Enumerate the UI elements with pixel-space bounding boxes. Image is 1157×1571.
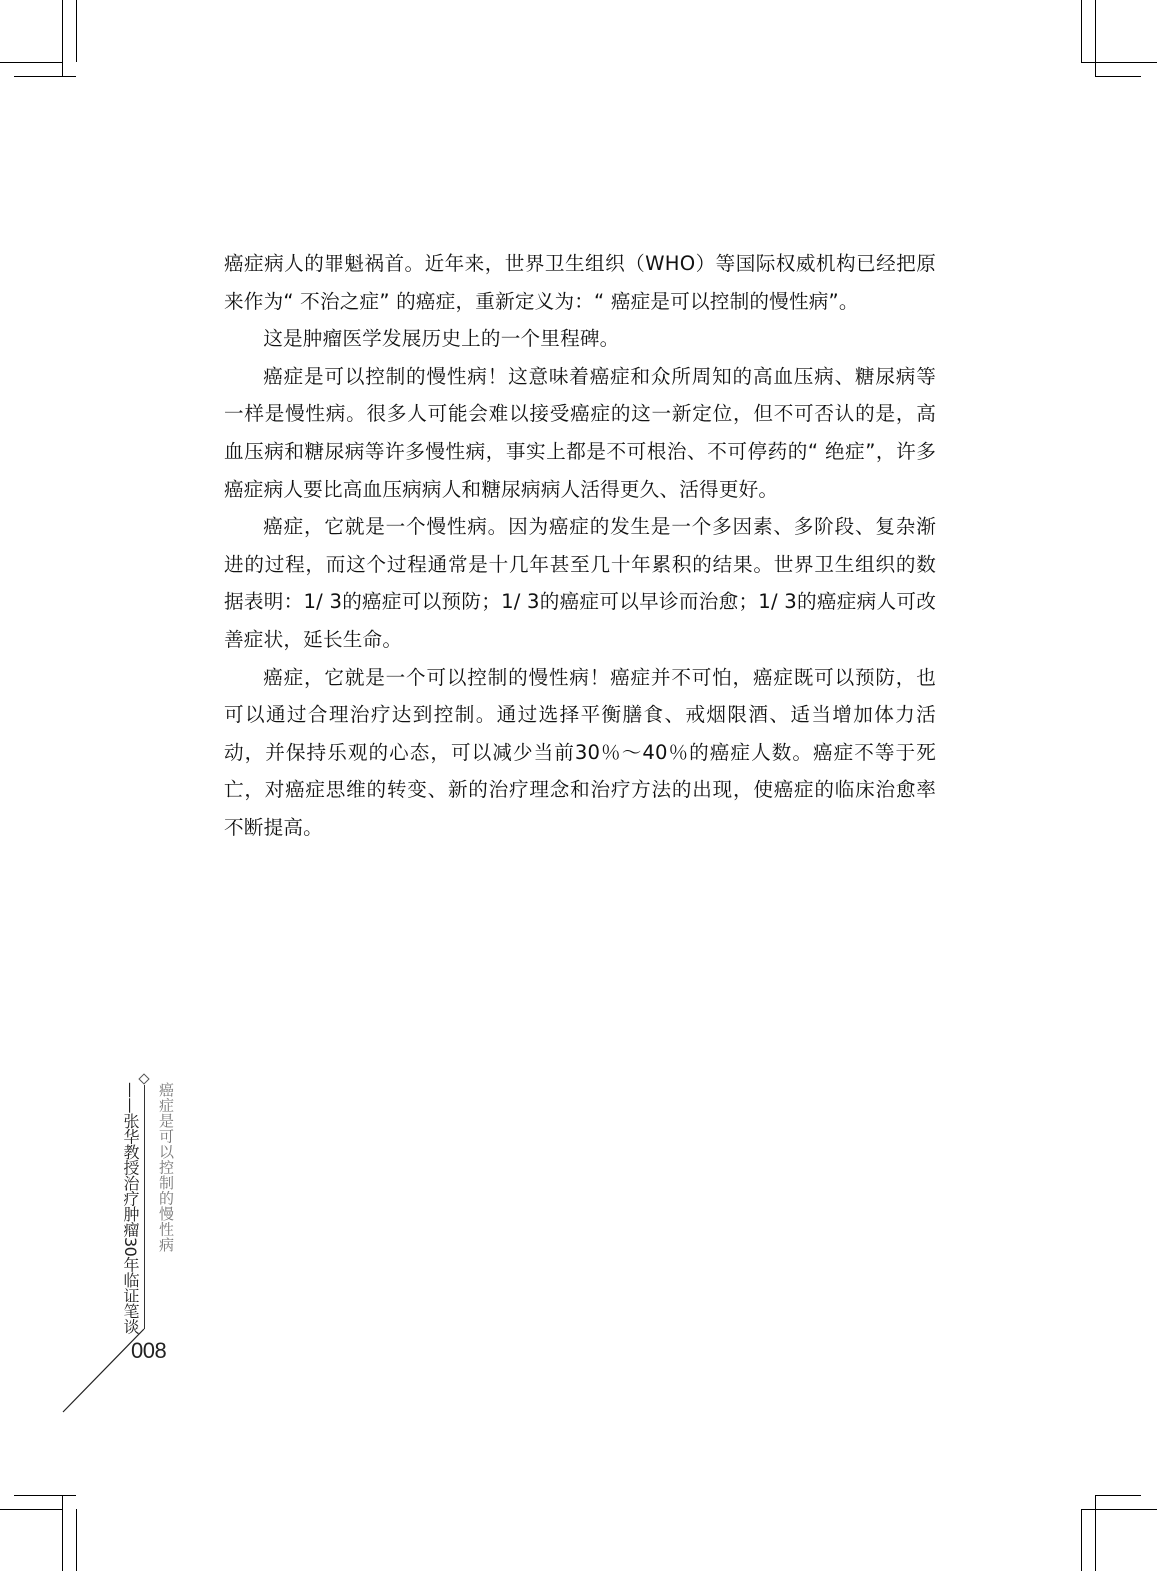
crop-mark xyxy=(1095,76,1141,77)
crop-mark xyxy=(1095,0,1096,76)
crop-mark xyxy=(1095,1495,1141,1496)
paragraph: 这是肿瘤医学发展历史上的一个里程碑。 xyxy=(263,327,620,351)
crop-mark xyxy=(76,0,77,62)
paragraph: 癌症，它就是一个慢性病。因为癌症的发生是一个多因素、多阶段、复杂渐进的过程，而这个过程通常是十几年甚至几十年累积的结果。世界卫生组织的数据表明：1/ 3的癌症可以预防；1/ 3的癌症可以早诊而治愈；1/ 3的癌症病人可改善症状，延长生命。 xyxy=(224,515,936,651)
crop-mark xyxy=(62,0,63,76)
paragraph: 癌症病人的罪魁祸首。近年来，世界卫生组织（WHO）等国际权威机构已经把原来作为“ 不治之症” 的癌症，重新定义为：“ 癌症是可以控制的慢性病”。 xyxy=(224,252,936,313)
body-text xyxy=(224,245,936,847)
crop-mark xyxy=(1081,62,1157,63)
running-book-title: ——张华教授治疗肿瘤30年临证笔谈 xyxy=(121,1082,140,1334)
crop-mark xyxy=(0,1509,62,1510)
running-chapter-title: 癌症是可以控制的慢性病 xyxy=(157,1082,175,1253)
crop-mark xyxy=(1081,1509,1082,1571)
divider xyxy=(144,1085,145,1329)
crop-mark xyxy=(14,76,76,77)
crop-mark xyxy=(1081,0,1082,62)
crop-mark xyxy=(1095,1495,1096,1571)
crop-mark xyxy=(1081,1509,1157,1510)
crop-mark xyxy=(62,1495,63,1571)
crop-mark xyxy=(0,62,62,63)
decorative-diagonal-line xyxy=(62,1328,146,1413)
page-number: 008 xyxy=(131,1338,167,1363)
crop-mark xyxy=(14,1495,76,1496)
paragraph: 癌症，它就是一个可以控制的慢性病！癌症并不可怕，癌症既可以预防，也可以通过合理治疗达到控制。通过选择平衡膳食、戒烟限酒、适当增加体力活动，并保持乐观的心态，可以减少当前30％～40％的癌症人数。癌症不等于死亡，对癌症思维的转变、新的治疗理念和治疗方法的出现，使癌症的临床治愈率不断提高。 xyxy=(224,665,936,839)
paragraph: 癌症是可以控制的慢性病！这意味着癌症和众所周知的高血压病、糖尿病等一样是慢性病。很多人可能会难以接受癌症的这一新定位，但不可否认的是，高血压病和糖尿病等许多慢性病，事实上都是不可根治、不可停药的“ 绝症”，许多癌症病人要比高血压病病人和糖尿病病人活得更久、活得更好。 xyxy=(224,364,936,501)
crop-mark xyxy=(76,1509,77,1571)
